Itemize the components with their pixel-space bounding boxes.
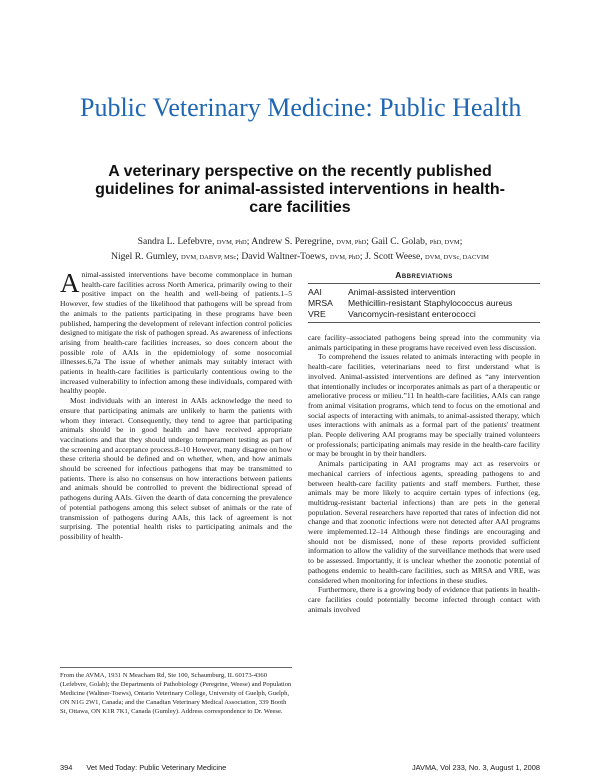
abbreviations-box [308,270,540,323]
footer-left [60,763,240,772]
affiliation-footnote: From the AVMA, 1931 N Meacham Rd, Ste 100, Schaumburg, IL 60173-4360 (Lefebvre, Golab); the Departments of Pathobiology (Peregrine, Weese) and Population Medicine (Waltner-Toews), Ontario Veterinary College, University of Guelph, Guelph, ON N1G 2W1, Canada; and the Canadian Veterinary Medical Association, 339 Booth St, Ottawa, ON K1R 7K1, Canada (Gumley). Address correspondence to Dr. Weese. [60,672,292,715]
author-list: Sandra L. Lefebvre, DVM, PhD; Andrew S. Peregrine, DVM, PhD; Gail C. Golab, PhD, DVM; Nigel R. Gumley, DVM, DABVP, MSc; David Waltner-Toews, DVM, PhD; J. Scott Weese, DVM, DVSc, DACVIM [111,236,489,262]
author-credentials: DVM, DVSc, DACVIM [425,254,489,261]
body-paragraph: Furthermore, there is a growing body of evidence that patients in health-care facilities could potentially become infected through contact with animals involved [308,585,540,614]
abbreviation: VRE [308,309,326,319]
author-credentials: DVM, PhD [216,239,247,246]
body-paragraph: Most individuals with an interest in AAIs acknowledge the need to ensure that participating animals are unlikely to harm the patients with whom they interact. Consequently, they tend to agree that participating animals should be in good health and have received appropriate vaccinations and that they should undergo temperament testing as part of the screening and acceptance process.8–10 However, many disagree on how these criteria should be defined and on whether, when, and how animals should be screened for infectious pathogens that may be transmitted to patients. There is also no consensus on how interactions between patients and animals should be controlled to prevent the bidirectional spread of pathogens during AAIs. Given the dearth of data concerning the prevalence of potential pathogens among this select subset of animals or the rate of transmission of pathogens during AAIs, this lack of agreement is not surprising. The potential health risks to participating animals and the possibility of health- [60,396,292,541]
abbreviation-definition: Animal-assisted intervention [348,287,456,297]
body-paragraph: Animals participating in AAI programs may act as reservoirs or mechanical carriers of infectious agents, spreading pathogens to and between health-care facility patients and staff members. Further, these animals may be more likely to acquire certain types of infections (eg, multidrug-resistant bacterial infections) than are pets in the general population. Several researchers have reported that rates of infection did not change and that zoonotic infections were not detected after AAI programs were implemented.12–14 Although these findings are encouraging and should not be dismissed, none of these reports provided sufficient information to allow the validity of the surveillance methods that were used to be assessed. Importantly, it is unclear whether the zoonotic potential of pathogens endemic to health-care facilities, such as MRSA and VRE, was considered when monitoring for infections in these studies. [308,459,540,585]
right-column [308,333,540,750]
abbreviation: MRSA [308,298,333,308]
section-title: Public Veterinary Medicine: Public Health [80,93,522,122]
author: David Waltner-Toews [241,251,326,262]
footer-section: Vet Med Today: Public Veterinary Medicine [86,763,227,772]
author-credentials: DVM, DABVP, MSc [181,254,237,261]
drop-cap: A [60,268,80,298]
article-title: A veterinary perspective on the recently published guidelines for animal-assisted interventions in health-care facilities [95,163,505,216]
author: J. Scott Weese [364,251,421,262]
author: Andrew S. Peregrine [251,236,332,247]
author-credentials: PhD, DVM [429,239,460,246]
abbreviation-definition: Vancomycin-resistant enterococci [348,309,476,319]
author: Gail C. Golab [371,236,425,247]
author-credentials: DVM, PhD [336,239,367,246]
abbreviation-definition: Methicillin-resistant Staphylococcus aureus [348,298,513,308]
author: Sandra L. Lefebvre [137,236,212,247]
page-number: 394 [60,763,73,772]
journal-citation: JAVMA, Vol 233, No. 3, August 1, 2008 [411,763,540,772]
footnote-rule [60,667,292,668]
abbreviations-rule [308,322,540,323]
page-footer [60,763,540,772]
abbreviations-title: Abbreviations [308,270,540,284]
body-paragraph: To comprehend the issues related to animals interacting with people in health-care facilities, veterinarians need to first understand what is involved. Animal-assisted interventions are defined as “any intervention that intentionally includes or incorporates animals as part of a therapeutic or ameliorative process or milieu.”11 In health-care facilities, AAIs can range from animal visitation programs, which tend to focus on the emotional and social aspects of interacting with animals, to animal-assisted therapy, which uses interactions with animals as a formal part of the patients' treatment plan. People delivering AAI programs may be specially trained volunteers or professionals; participating animals may reside in the health-care facility or may be brought in by their handlers. [308,352,540,459]
abbreviation-row [308,298,540,309]
abbreviation-row [308,287,540,298]
abbreviation-row [308,309,540,320]
body-paragraph [60,270,292,396]
author: Nigel R. Gumley [111,251,177,262]
author-credentials: DVM, PhD [329,254,360,261]
body-paragraph: care facility–associated pathogens being spread into the community via animals participating in these programs have received even less discussion. [308,333,540,352]
abbreviation: AAI [308,287,322,297]
paragraph-text: nimal-assisted interventions have become commonplace in human health-care facilities across North America, primarily owing to their positive impact on the health and well-being of patients.1–5 However, few studies of the likelihood that pathogens will be spread from the animals to the patients participating in these programs have been published, hampering the development of relevant infection control policies designed to mitigate the risk of pathogen spread. As awareness of infections arising from health-care facilities increases, so does concern about the possible role of AAIs in the epidemiology of some nosocomial illnesses.6,7a The issue of whether animals may suitably interact with patients in health-care facilities is particularly contentious owing to the increased vulnerability to infection among these individuals, compared with healthy people. [60,270,292,396]
